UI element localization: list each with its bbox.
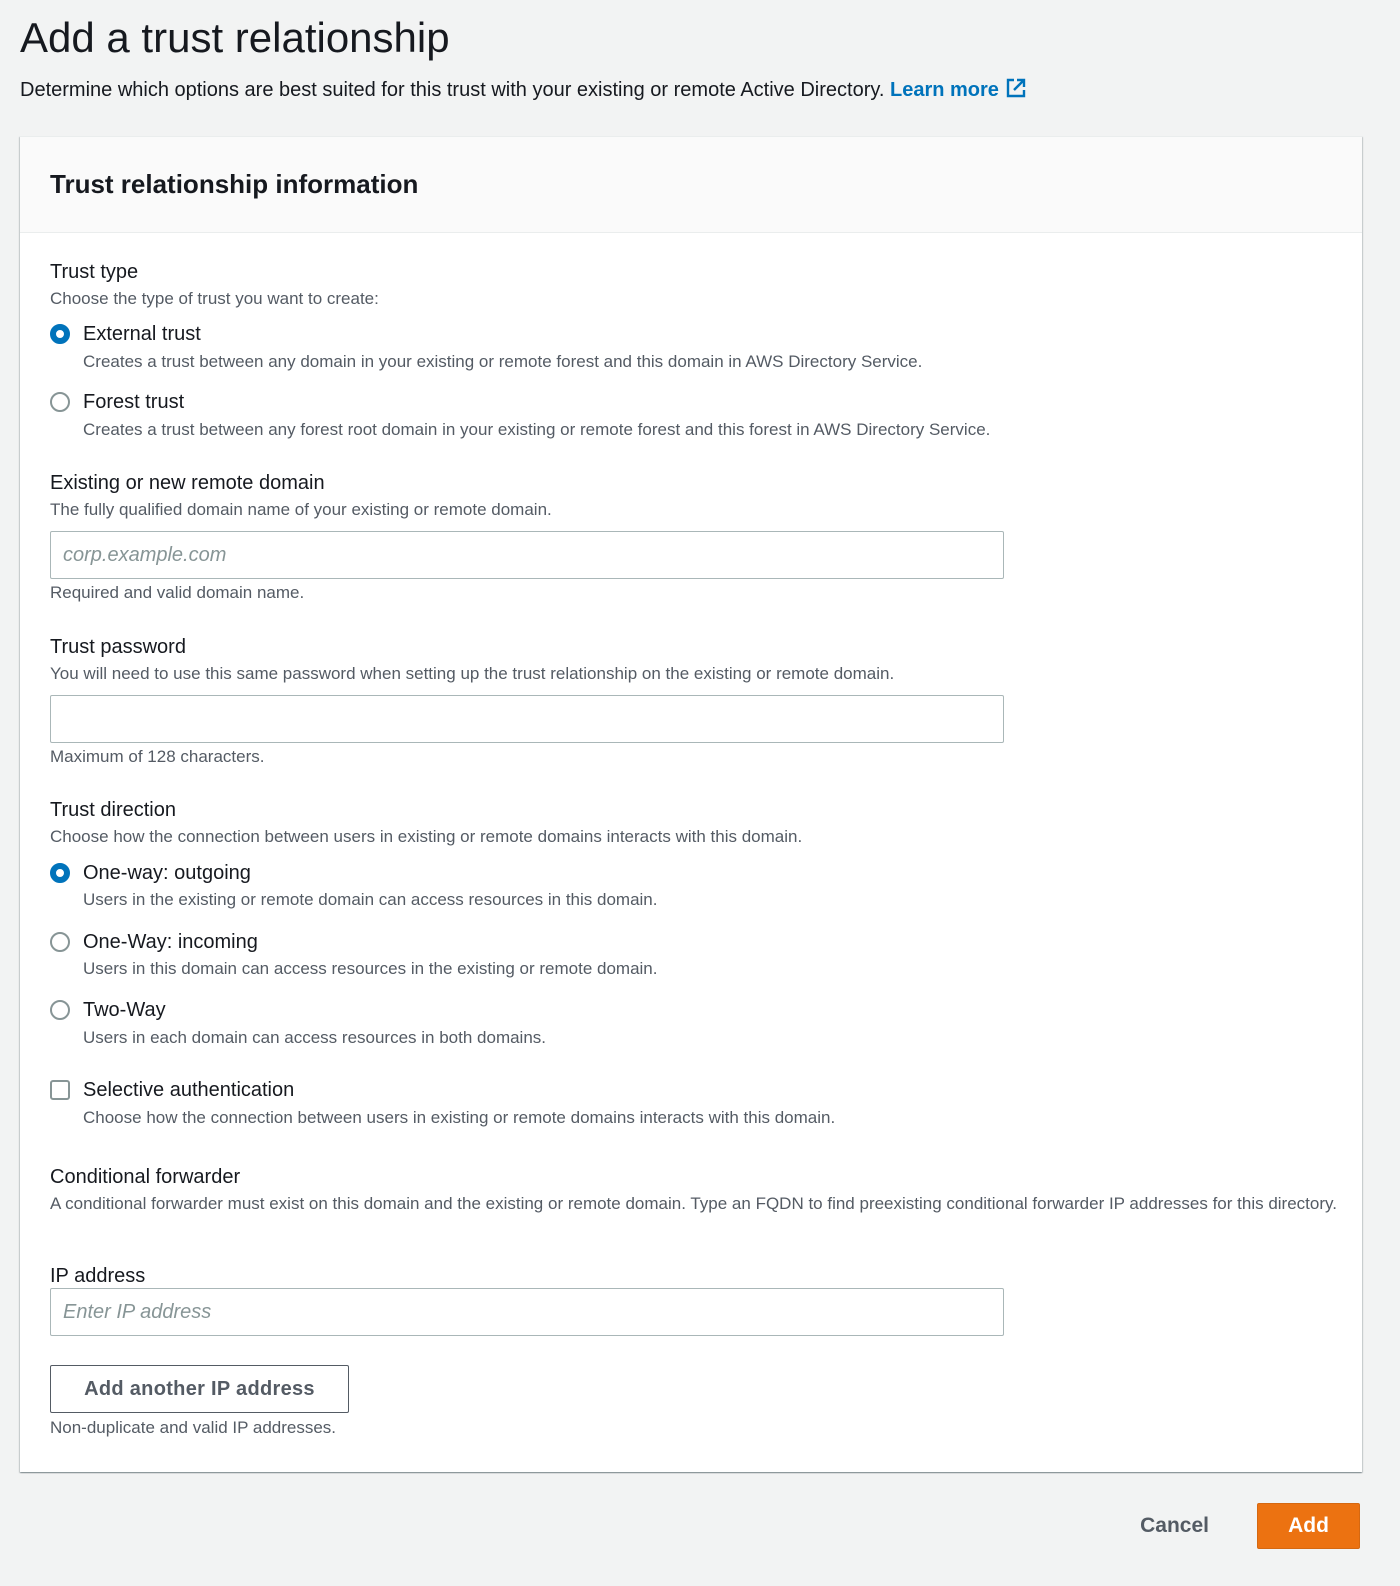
forest-trust-radio[interactable] — [50, 392, 70, 412]
external-link-icon — [1005, 77, 1027, 107]
trust-password-label: Trust password — [50, 636, 186, 658]
learn-more-link[interactable] — [890, 79, 1027, 101]
two-way-label[interactable]: Two-Way — [83, 999, 166, 1021]
conditional-forwarder-description: A conditional forwarder must exist on this domain and the existing or remote domain. Type an FQDN to find preexisting conditional forwarder IP addresses for this directory. — [50, 1194, 1337, 1213]
selective-auth-checkbox[interactable] — [50, 1080, 70, 1100]
forest-trust-description: Creates a trust between any forest root domain in your existing or remote forest and this forest in AWS Directory Service. — [83, 420, 991, 439]
one-way-outgoing-label[interactable]: One-way: outgoing — [83, 862, 251, 884]
trust-direction-label: Trust direction — [50, 799, 176, 821]
one-way-incoming-description: Users in this domain can access resources in the existing or remote domain. — [83, 959, 658, 978]
external-trust-description: Creates a trust between any domain in your existing or remote forest and this domain in AWS Directory Service. — [83, 352, 923, 371]
two-way-description: Users in each domain can access resources in both domains. — [83, 1028, 547, 1047]
selective-auth-label[interactable]: Selective authentication — [83, 1079, 295, 1101]
page-title: Add a trust relationship — [20, 14, 450, 61]
trust-relationship-panel — [20, 136, 1362, 1472]
add-button[interactable]: Add — [1257, 1503, 1360, 1549]
one-way-incoming-radio[interactable] — [50, 932, 70, 952]
trust-password-constraint: Maximum of 128 characters. — [50, 747, 265, 766]
ip-address-constraint: Non-duplicate and valid IP addresses. — [50, 1418, 337, 1437]
page-description — [20, 76, 1380, 107]
page-description-text: Determine which options are best suited for this trust with your existing or remote Active Directory. — [20, 79, 885, 101]
external-trust-radio[interactable] — [50, 324, 70, 344]
learn-more-label: Learn more — [890, 79, 999, 101]
panel-header — [20, 137, 1362, 233]
ip-address-input[interactable] — [50, 1288, 1004, 1336]
one-way-outgoing-radio[interactable] — [50, 863, 70, 883]
trust-password-input[interactable] — [50, 695, 1004, 743]
one-way-outgoing-description: Users in the existing or remote domain can access resources in this domain. — [83, 890, 658, 909]
trust-type-label: Trust type — [50, 261, 139, 283]
remote-domain-input[interactable] — [50, 531, 1004, 579]
trust-type-description: Choose the type of trust you want to create: — [50, 289, 379, 308]
page-header — [20, 10, 1380, 107]
conditional-forwarder-label: Conditional forwarder — [50, 1166, 241, 1188]
remote-domain-constraint: Required and valid domain name. — [50, 583, 305, 602]
two-way-radio[interactable] — [50, 1000, 70, 1020]
cancel-button[interactable]: Cancel — [1132, 1502, 1217, 1550]
remote-domain-description: The fully qualified domain name of your existing or remote domain. — [50, 500, 552, 519]
selective-auth-description: Choose how the connection between users in existing or remote domains interacts with this domain. — [83, 1108, 836, 1127]
panel-title: Trust relationship information — [50, 169, 419, 199]
external-trust-label[interactable]: External trust — [83, 323, 201, 345]
ip-address-label: IP address — [50, 1265, 146, 1287]
add-ip-address-button[interactable]: Add another IP address — [50, 1365, 349, 1413]
form-actions — [1132, 1502, 1360, 1550]
trust-direction-description: Choose how the connection between users in existing or remote domains interacts with this domain. — [50, 827, 803, 846]
remote-domain-label: Existing or new remote domain — [50, 472, 325, 494]
forest-trust-label[interactable]: Forest trust — [83, 391, 185, 413]
trust-password-description: You will need to use this same password when setting up the trust relationship on the existing or remote domain. — [50, 664, 895, 683]
one-way-incoming-label[interactable]: One-Way: incoming — [83, 931, 258, 953]
